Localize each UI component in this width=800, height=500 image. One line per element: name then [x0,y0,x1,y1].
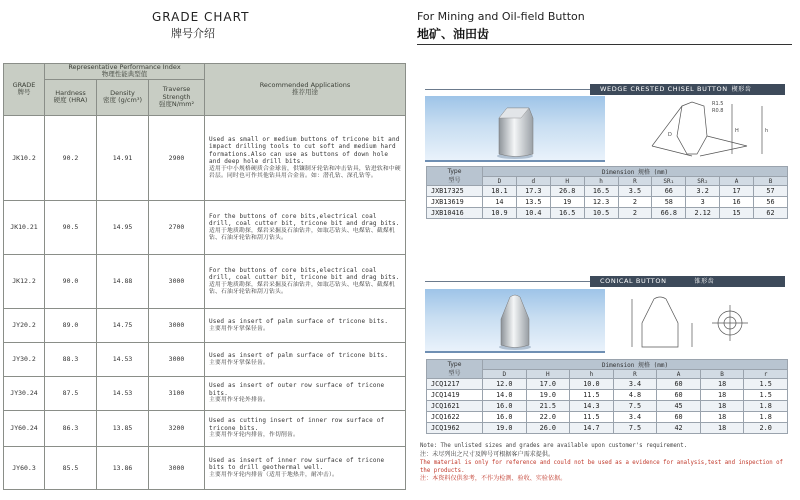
application-en: Used as insert of palm surface of tricone bits. [209,318,389,326]
applications-header-en: Recommended Applications [259,81,351,89]
wedge-value-cell: 3 [686,197,720,208]
wedge-row [427,208,788,219]
wedge-banner-en: WEDGE CRESTED CHISEL BUTTON [600,85,728,93]
conical-row [427,390,788,401]
wedge-col-header: SR₁ [652,177,686,186]
wedge-schematic [612,96,792,162]
grade-cell: JY30.24 [4,376,45,410]
application-cell [205,342,406,376]
wedge-value-cell: 2.12 [686,208,720,219]
hardness-cell: 90.2 [45,115,97,200]
wedge-value-cell: 58 [652,197,686,208]
conical-col-header: H [526,370,570,379]
wedge-col-header: D [483,177,517,186]
hardness-header-en: Hardness [55,88,86,97]
wedge-label-r15: R1.5 [712,101,724,107]
wedge-value-cell: 12.3 [584,197,618,208]
application-en: Used as insert of inner row surface of tricone bits to drill geothermal well. [209,456,385,472]
wedge-dimension-label: Dimension [601,169,635,176]
wedge-model-cell: JXB10416 [427,208,483,219]
density-cell: 13.86 [97,446,149,489]
right-title: For Mining and Oil-field Button [417,10,585,23]
strength-cell: 3100 [149,376,205,410]
wedge-value-cell: 10.4 [516,208,550,219]
conical-type-header [427,360,483,379]
application-cn: 适用于地质勘探，煤岩采掘及石油钻井，如取芯钻头、电煤钻、截煤机钻、石油牙轮钻和刮刀钻头。 [209,227,395,241]
strength-cell: 3000 [149,308,205,342]
wedge-value-cell: 10.5 [584,208,618,219]
density-cell: 14.91 [97,115,149,200]
grade-header-en: GRADE [12,81,36,89]
right-subtitle: 地矿、油田齿 [417,27,490,41]
wedge-button-image [425,96,605,162]
application-cn: 适用于地质勘探，煤岩采掘及石油钻井，如取芯钻头、电煤钻、截煤机钻、石油牙轮钻和刮刀钻头。 [209,281,395,295]
wedge-col-header: H [550,177,584,186]
grade-cell: JK12.2 [4,254,45,308]
application-cn: 主要用作牙轮内排齿（适用于地热井，耐冲击）。 [209,471,339,478]
application-cell [205,200,406,254]
title-rule [417,44,792,45]
wedge-value-cell: 17 [720,186,754,197]
conical-col-header: r [744,370,788,379]
wedge-value-cell: 2 [618,197,652,208]
conical-value-cell: 3.4 [613,412,657,423]
strength-cell: 3000 [149,446,205,489]
grade-row [4,308,406,342]
conical-model-cell: JCQ1962 [427,423,483,434]
conical-value-cell: 16.0 [483,401,527,412]
conical-value-cell: 45 [657,401,701,412]
conical-model-cell: JCQ1419 [427,390,483,401]
conical-button-image [425,289,605,353]
hardness-header [45,79,97,115]
grade-header [4,64,45,116]
wedge-photo [425,96,605,162]
application-cell [205,410,406,446]
conical-col-header: h [570,370,614,379]
conical-model-cell: JCQ1621 [427,401,483,412]
conical-value-cell: 19.0 [526,390,570,401]
performance-header [45,64,205,80]
wedge-value-cell: 3.2 [686,186,720,197]
wedge-label-h: H [735,128,739,134]
strength-cell: 2900 [149,115,205,200]
wedge-value-cell: 62 [754,208,788,219]
strength-cell: 3000 [149,342,205,376]
wedge-value-cell: 16.5 [550,208,584,219]
wedge-type-label: Type [447,168,462,175]
conical-row [427,412,788,423]
wedge-value-cell: 26.8 [550,186,584,197]
conical-value-cell: 17.0 [526,379,570,390]
application-cn: 主要用作牙掌保径齿。 [209,325,269,332]
wedge-col-header: A [720,177,754,186]
wedge-value-cell: 13.5 [516,197,550,208]
conical-banner-rule [425,281,590,282]
applications-header [205,64,406,116]
application-cell [205,446,406,489]
grade-cell: JY20.2 [4,308,45,342]
grade-row [4,200,406,254]
application-cn: 主要用作牙轮内排齿，作切削齿。 [209,432,299,439]
density-header-en: Density [110,88,135,97]
conical-col-header: R [613,370,657,379]
grade-cell: JY30.2 [4,342,45,376]
conical-banner [590,276,785,287]
conical-value-cell: 7.5 [613,423,657,434]
hardness-cell: 85.5 [45,446,97,489]
grade-row [4,376,406,410]
density-cell: 14.88 [97,254,149,308]
note-en: Note: The unlisted sizes and grades are available upon customer's requirement. [420,443,688,449]
conical-value-cell: 4.8 [613,390,657,401]
wedge-label-r08: R0.8 [712,108,724,114]
conical-banner-en: CONICAL BUTTON [600,277,667,285]
hardness-cell: 86.3 [45,410,97,446]
conical-value-cell: 1.8 [744,412,788,423]
disclaimer-en: The material is only for reference and could not be used as a evidence for analysis,test and inspection of the products. [420,459,783,474]
wedge-value-cell: 56 [754,197,788,208]
conical-value-cell: 18 [700,379,744,390]
wedge-col-header: R [618,177,652,186]
conical-value-cell: 26.0 [526,423,570,434]
notes-block [420,443,795,484]
conical-value-cell: 18 [700,401,744,412]
conical-value-cell: 19.0 [483,423,527,434]
performance-header-cn: 物理性能典型值 [101,70,148,79]
wedge-label-hh: h [765,128,769,134]
wedge-value-cell: 3.5 [618,186,652,197]
conical-type-label-cn: 型号 [448,370,461,377]
conical-row [427,423,788,434]
conical-dimension-table [426,359,788,434]
conical-value-cell: 60 [657,390,701,401]
wedge-value-cell: 10.9 [483,208,517,219]
wedge-banner-rule [425,89,590,90]
wedge-dimension-header [483,167,788,177]
wedge-banner-cn: 楔形齿 [731,86,752,93]
grade-chart-subtitle: 牌号介绍 [171,27,215,40]
conical-banner-cn: 锥形齿 [694,278,715,285]
wedge-model-cell: JXB17325 [427,186,483,197]
wedge-type-header [427,167,483,186]
conical-value-cell: 10.0 [570,379,614,390]
conical-value-cell: 12.0 [483,379,527,390]
conical-value-cell: 2.0 [744,423,788,434]
conical-value-cell: 22.0 [526,412,570,423]
grade-row [4,254,406,308]
application-cell [205,115,406,200]
conical-type-label: Type [447,361,462,368]
wedge-value-cell: 18.1 [483,186,517,197]
grade-chart-title: GRADE CHART [152,10,250,24]
wedge-value-cell: 19 [550,197,584,208]
application-cn: 主要用作牙掌保径齿。 [209,359,269,366]
strength-header-en: Traverse Strength [162,85,191,101]
conical-value-cell: 1.5 [744,390,788,401]
wedge-type-label-cn: 型号 [448,177,461,184]
conical-value-cell: 11.5 [570,390,614,401]
conical-model-cell: JCQ1622 [427,412,483,423]
grade-chart-table [3,63,406,490]
conical-value-cell: 14.0 [483,390,527,401]
wedge-banner [590,84,785,95]
conical-model-cell: JCQ1217 [427,379,483,390]
application-cell [205,254,406,308]
conical-col-header: B [700,370,744,379]
hardness-cell: 89.0 [45,308,97,342]
conical-value-cell: 18 [700,423,744,434]
conical-value-cell: 21.5 [526,401,570,412]
wedge-value-cell: 66.8 [652,208,686,219]
application-cell [205,308,406,342]
application-cn: 主要用作牙轮外排齿。 [209,397,269,404]
density-cell: 13.85 [97,410,149,446]
grade-row [4,115,406,200]
wedge-dimension-unit: 规格 (mm) [638,169,669,176]
wedge-value-cell: 2 [618,208,652,219]
strength-cell: 3200 [149,410,205,446]
conical-value-cell: 1.8 [744,401,788,412]
wedge-value-cell: 17.3 [516,186,550,197]
hardness-header-cn: 硬度 (HRA) [53,96,88,105]
wedge-value-cell: 14 [483,197,517,208]
application-en: For the buttons of core bits,electrical coal drill, coal cutter bit, tricone bit and drag bits. [209,212,400,228]
density-header-cn: 密度 (g/cm³) [103,96,142,105]
application-cn: 适用于中小规格硬质合金球齿，供镶制牙轮钻和冲击钻具，钻进软和中硬岩层。同时也可作其他钻具用合金齿。如：潜孔钻、深孔钻等。 [209,165,401,179]
application-en: Used as insert of outer row surface of tricone bits. [209,382,385,397]
disclaimer-cn: 注：本资料仅供参考，不作为检测、验收、实验依据。 [420,475,567,483]
grade-cell: JK10.2 [4,115,45,200]
grade-header-cn: 牌号 [17,88,31,97]
strength-cell: 3000 [149,254,205,308]
strength-header [149,79,205,115]
density-cell: 14.75 [97,308,149,342]
wedge-col-header: h [584,177,618,186]
conical-value-cell: 16.0 [483,412,527,423]
wedge-model-cell: JXB13619 [427,197,483,208]
applications-header-cn: 推荐用途 [292,88,318,97]
hardness-cell: 88.3 [45,342,97,376]
conical-value-cell: 42 [657,423,701,434]
conical-dimension-label: Dimension [601,362,635,369]
density-cell: 14.95 [97,200,149,254]
conical-schematic [612,289,792,353]
conical-dimension-unit: 规格 (mm) [638,362,669,369]
wedge-col-header: d [516,177,550,186]
wedge-value-cell: 57 [754,186,788,197]
performance-header-en: Representative Performance Index [68,63,181,71]
wedge-col-header: SR₂ [686,177,720,186]
wedge-row [427,186,788,197]
wedge-row [427,197,788,208]
wedge-value-cell: 66 [652,186,686,197]
grade-row [4,446,406,489]
application-cell [205,376,406,410]
strength-cell: 2700 [149,200,205,254]
conical-value-cell: 7.5 [613,401,657,412]
conical-value-cell: 1.5 [744,379,788,390]
hardness-cell: 90.5 [45,200,97,254]
wedge-value-cell: 15 [720,208,754,219]
application-en: Used as small or medium buttons of tricone bit and impact drilling tools to cut soft and medium hard formations.Also can use as buttons of down hole and deep hole drill bits. [209,135,400,166]
grade-row [4,410,406,446]
wedge-value-cell: 16.5 [584,186,618,197]
density-cell: 14.53 [97,342,149,376]
application-en: Used as insert of palm surface of tricone bits. [209,352,389,360]
conical-photo [425,289,605,353]
wedge-value-cell: 16 [720,197,754,208]
conical-col-header: D [483,370,527,379]
note-cn: 注：未尽列出之尺寸及牌号可根据客户需求提供。 [420,450,555,458]
conical-value-cell: 11.5 [570,412,614,423]
conical-value-cell: 60 [657,412,701,423]
application-en: Used as cutting insert of inner row surface of tricone bits. [209,417,385,432]
grade-cell: JK10.21 [4,200,45,254]
wedge-label-d: D [668,132,672,138]
conical-dimension-header [483,360,788,370]
strength-header-cn: 强度N/mm² [158,100,195,109]
conical-row [427,401,788,412]
hardness-cell: 87.5 [45,376,97,410]
conical-row [427,379,788,390]
conical-value-cell: 14.7 [570,423,614,434]
conical-value-cell: 3.4 [613,379,657,390]
density-header [97,79,149,115]
grade-cell: JY60.24 [4,410,45,446]
grade-cell: JY60.3 [4,446,45,489]
hardness-cell: 90.0 [45,254,97,308]
conical-value-cell: 14.3 [570,401,614,412]
conical-value-cell: 18 [700,412,744,423]
conical-value-cell: 60 [657,379,701,390]
grade-row [4,342,406,376]
density-cell: 14.53 [97,376,149,410]
conical-col-header: A [657,370,701,379]
wedge-col-header: B [754,177,788,186]
application-en: For the buttons of core bits,electrical coal drill, coal cutter bit, tricone bit and drag bits. [209,266,400,282]
conical-value-cell: 18 [700,390,744,401]
wedge-dimension-table [426,166,788,219]
